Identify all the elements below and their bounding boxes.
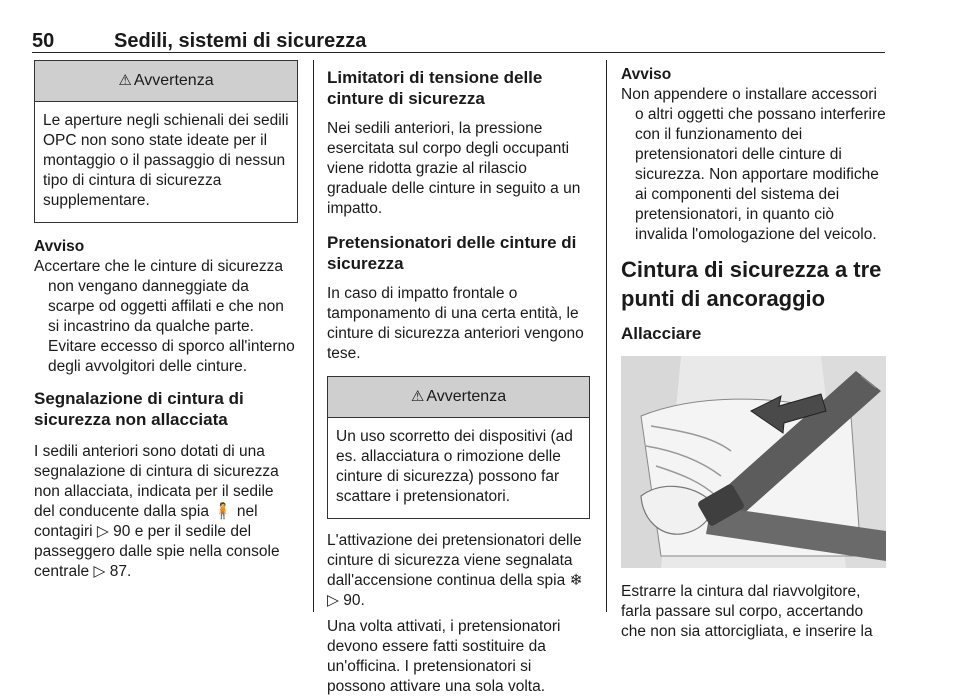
seatbelt-warning-icon: 🧍 [213, 503, 233, 520]
warning-header [328, 377, 589, 418]
note-block [34, 237, 298, 377]
header-rule [32, 52, 885, 53]
warning-triangle-icon: ⚠ [410, 388, 425, 405]
warning-triangle-icon: ⚠ [118, 72, 132, 89]
note-title: Avviso [34, 238, 85, 255]
pretensioner-warning-icon: ❄ [569, 572, 583, 589]
page-reference: 87. [109, 563, 132, 580]
paragraph: Nei sedili anteriori, la pressione esercitata sul corpo degli occupanti viene ridotta grazie al rilascio graduale delle cinture in seguito a un impatto. [327, 120, 581, 217]
page-ref-icon: ▷ [96, 523, 109, 540]
seatbelt-illustration [621, 356, 886, 568]
note-title: Avviso [621, 66, 672, 83]
warning-box [34, 60, 298, 223]
column-1 [34, 60, 298, 582]
seatbelt-drawing [621, 356, 886, 568]
section-heading: Segnalazione di cintura di sicurezza non allacciata [34, 389, 244, 429]
section-heading: Limitatori di tensione delle cinture di sicurezza [327, 68, 543, 108]
note-text: Accertare che le cinture di sicurezza non vengano danneggiate da scarpe od oggetti affilati e che non si incastrino da qualche parte. Evitare eccesso di sporco all'interno degli avvolgitori delle cinture. [34, 258, 295, 375]
warning-title: Avvertenza [426, 388, 507, 405]
section-heading: Cintura di sicurezza a tre punti di ancoraggio [621, 257, 882, 311]
column-divider [606, 60, 607, 612]
note-text: Non appendere o installare accessori o altri oggetti che possano interferire con il funzionamento dei pretensionatori delle cinture di sicurezza. Non apportare modifiche ai componenti del sistema dei pretensionatori, in quanto ciò invalida l'omologazione del veicolo. [621, 86, 886, 243]
column-divider [313, 60, 314, 612]
warning-header [35, 61, 297, 102]
paragraph: Una volta attivati, i pretensionatori devono essere fatti sostituire da un'officina. I pretensionatori si possono attivare una sola volta. [327, 618, 561, 695]
column-2 [327, 60, 590, 697]
page-number: 50 [32, 30, 55, 52]
paragraph: L'attivazione dei pretensionatori delle cinture di sicurezza viene segnalata dall'accensione continua della spia ❄ ▷ 90. [327, 532, 583, 609]
page-header [32, 30, 885, 54]
column-3 [621, 60, 886, 642]
page-reference: 90. [343, 592, 365, 609]
paragraph: Estrarre la cintura dal riavvolgitore, farla passare sul corpo, accertando che non sia attorcigliata, e inserire la [621, 583, 873, 640]
paragraph: I sedili anteriori sono dotati di una segnalazione di cintura di sicurezza non allacciata, indicata per il sedile del conducente dalla spia 🧍 nel contagiri ▷ 90 e per il sedile del passeggero dalle spie nella console centrale ▷ 87. [34, 443, 280, 580]
subheading: Allacciare [621, 324, 702, 343]
warning-title: Avvertenza [133, 72, 214, 89]
section-heading: Pretensionatori delle cinture di sicurezza [327, 233, 577, 273]
section-title: Sedili, sistemi di sicurezza [114, 30, 367, 52]
page-ref-icon: ▷ [93, 563, 106, 580]
page-reference: 90 [113, 523, 131, 540]
warning-body: Le aperture negli schienali dei sedili OPC non sono state ideate per il montaggio o il passaggio di nessun tipo di cintura di sicurezza supplementare. [43, 112, 289, 209]
paragraph: In caso di impatto frontale o tamponamento di una certa entità, le cinture di sicurezza anteriori vengono tese. [327, 285, 584, 362]
warning-body: Un uso scorretto dei dispositivi (ad es. allacciatura o rimozione delle cinture di sicurezza) possono far scattare i pretensionatori. [336, 428, 573, 505]
warning-box [327, 376, 590, 519]
page-ref-icon: ▷ [327, 592, 339, 609]
